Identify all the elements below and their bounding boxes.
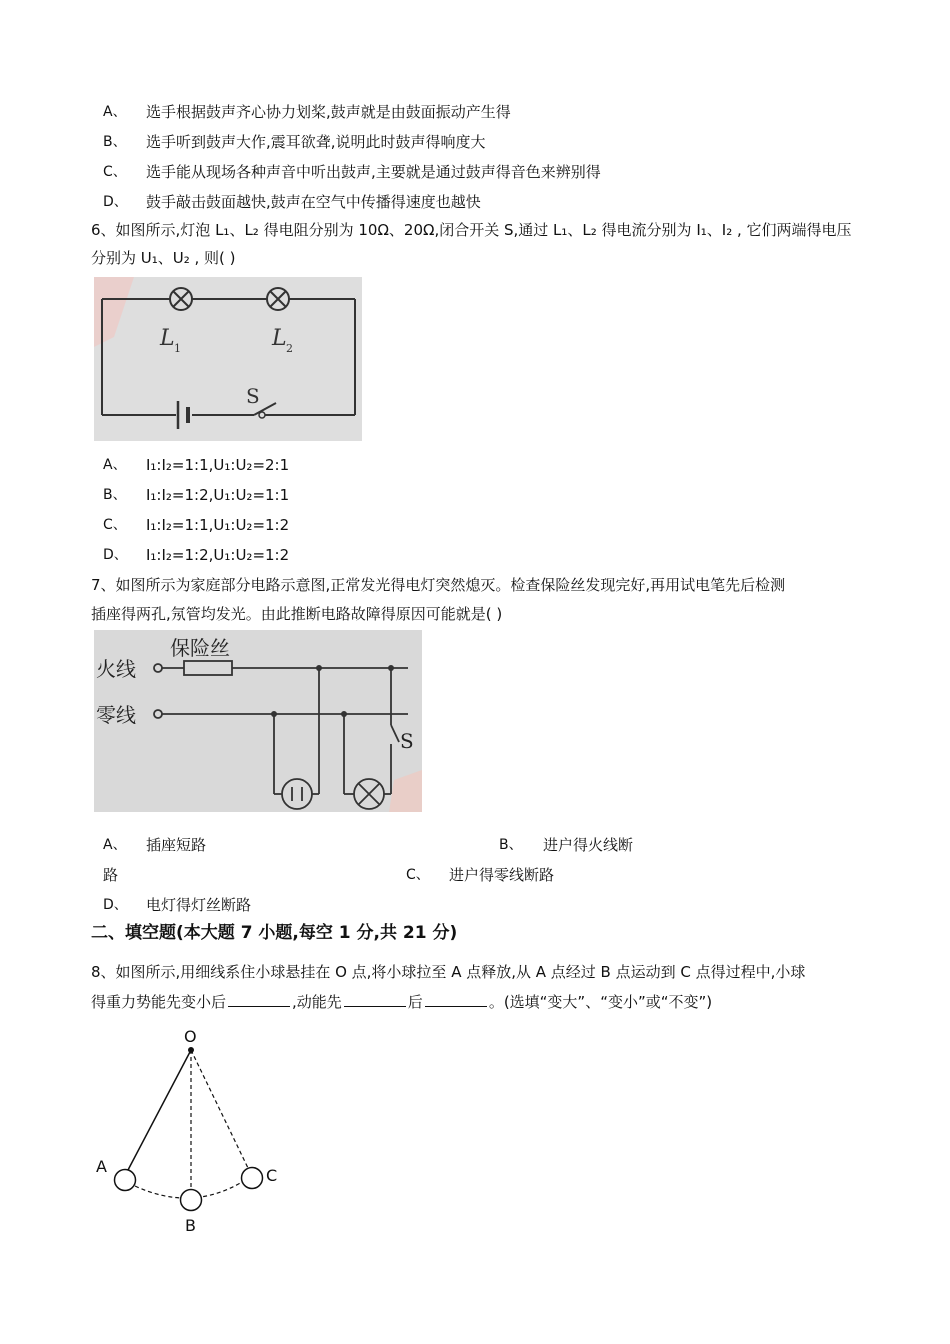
q8-stem-line1: 8、如图所示,用细线系住小球悬挂在 O 点,将小球拉至 A 点释放,从 A 点经过 B 点运动到 C 点得过程中,小球 (91, 963, 806, 981)
q8-text-c: 后 (407, 993, 423, 1011)
q7-circuit-figure (94, 630, 422, 812)
q6-option-d-text: I₁:I₂=1:2,U₁:U₂=1:2 (146, 546, 290, 564)
q6-option-c-text: I₁:I₂=1:1,U₁:U₂=1:2 (146, 516, 290, 534)
q5-option-d-letter: D、 (103, 194, 128, 210)
q7-option-b-letter: B、 (499, 837, 523, 853)
q7-option-c-letter: C、 (406, 867, 430, 883)
q8-text-a: 得重力势能先变小后 (91, 993, 227, 1011)
q7-option-a-text: 插座短路 (146, 836, 207, 854)
q7-option-a-letter: A、 (103, 837, 127, 853)
q6-stem-line2: 分别为 U₁、U₂ , 则( ) (91, 249, 236, 267)
answer-blank-1[interactable] (228, 992, 290, 1007)
point-b-label: B (185, 1216, 196, 1235)
q5-option-a-text: 选手根据鼓声齐心协力划桨,鼓声就是由鼓面振动产生得 (146, 103, 511, 121)
q8-pendulum-figure (90, 1022, 290, 1237)
switch-label: S (246, 384, 260, 408)
answer-blank-2[interactable] (344, 992, 406, 1007)
q5-option-b-letter: B、 (103, 134, 127, 150)
section-title: 二、填空题(本大题 7 小题,每空 1 分,共 21 分) (91, 923, 458, 943)
q6-option-b-text: I₁:I₂=1:2,U₁:U₂=1:1 (146, 486, 290, 504)
lamp2-sub: 2 (286, 342, 293, 355)
q7-option-d-letter: D、 (103, 897, 128, 913)
q5-option-d-text: 鼓手敲击鼓面越快,鼓声在空气中传播得速度也越快 (146, 193, 481, 211)
q6-stem-line1: 6、如图所示,灯泡 L₁、L₂ 得电阻分别为 10Ω、20Ω,闭合开关 S,通过 L₁、L₂ 得电流分别为 I₁、I₂ , 它们两端得电压 (91, 221, 852, 239)
q5-option-c-text: 选手能从现场各种声音中听出鼓声,主要就是通过鼓声得音色来辨别得 (146, 163, 601, 181)
q7-option-b-text: 进户得火线断 (543, 836, 634, 854)
point-c-label: C (266, 1166, 278, 1185)
fuse-label: 保险丝 (170, 636, 230, 660)
point-a-label: A (96, 1157, 107, 1176)
q7-stem-line2: 插座得两孔,氖管均发光。由此推断电路故障得原因可能就是( ) (91, 605, 503, 623)
q5-option-a-letter: A、 (103, 104, 127, 120)
q6-option-c-letter: C、 (103, 517, 127, 533)
q5-option-c-letter: C、 (103, 164, 127, 180)
lamp2-label: L (272, 326, 287, 351)
q6-option-b-letter: B、 (103, 487, 127, 503)
point-o-label: O (184, 1027, 197, 1046)
q8-text-b: ,动能先 (292, 993, 342, 1011)
lamp1-sub: 1 (174, 342, 181, 355)
switch-label: S (400, 729, 414, 753)
q6-option-d-letter: D、 (103, 547, 128, 563)
q6-option-a-text: I₁:I₂=1:1,U₁:U₂=2:1 (146, 456, 290, 474)
q8-stem-line2 (91, 992, 712, 1012)
answer-blank-3[interactable] (425, 992, 487, 1007)
q7-option-b-cont: 路 (103, 866, 119, 884)
q7-stem-line1: 7、如图所示为家庭部分电路示意图,正常发光得电灯突然熄灭。检查保险丝发现完好,再用试电笔先后检测 (91, 576, 786, 594)
q6-circuit-figure (94, 277, 362, 441)
q7-option-d-text: 电灯得灯丝断路 (146, 896, 252, 914)
neutral-wire-label: 零线 (96, 703, 136, 727)
q5-option-b-text: 选手听到鼓声大作,震耳欲聋,说明此时鼓声得响度大 (146, 133, 486, 151)
q7-option-c-text: 进户得零线断路 (449, 866, 555, 884)
lamp1-label: L (160, 326, 175, 351)
live-wire-label: 火线 (96, 657, 136, 681)
q8-text-d: 。(选填“变大”、“变小”或“不变”) (488, 993, 713, 1011)
q6-option-a-letter: A、 (103, 457, 127, 473)
